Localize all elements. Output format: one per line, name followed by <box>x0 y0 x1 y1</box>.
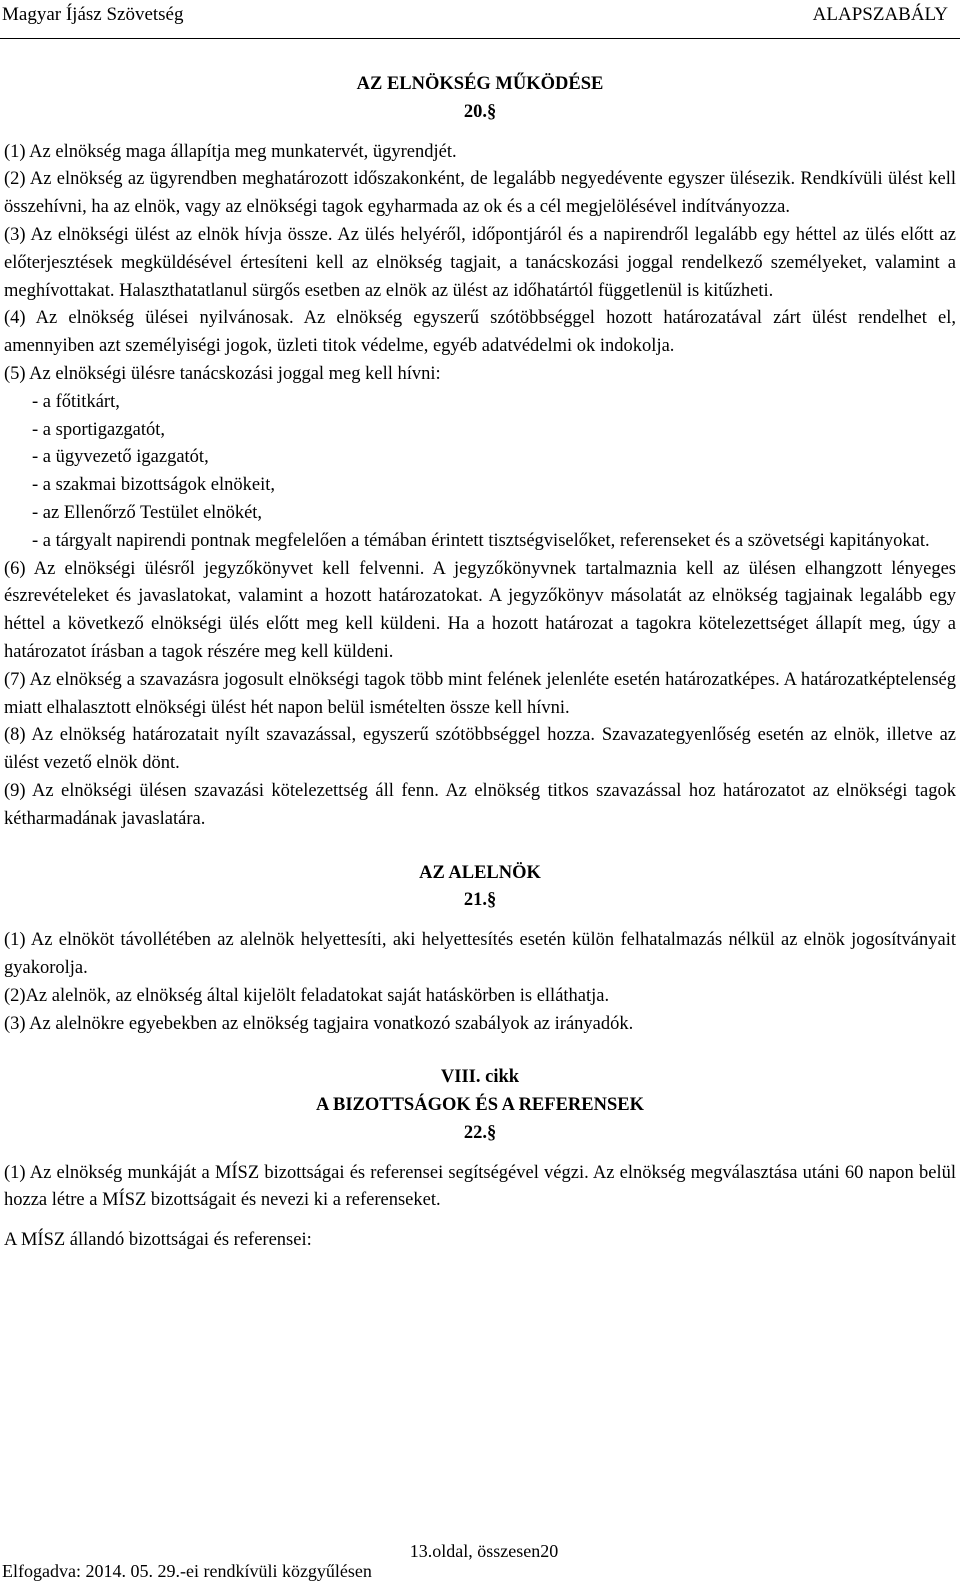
list-item: - a ügyvezető igazgatót, <box>32 447 209 468</box>
list-item: - a tárgyalt napirendi pontnak megfelelően a témában érintett tisztségviselőket, referenseket és a szövetségi kapitányokat. <box>32 530 930 551</box>
paragraph: (1) Az elnököt távollétében az alelnök helyettesíti, aki helyettesítés esetén külön felhatalmazás nélkül az elnök jogosítványait gyakorolja. <box>4 930 956 978</box>
header-rule <box>0 38 960 39</box>
paragraph: (8) Az elnökség határozatait nyílt szavazással, egyszerű szótöbbséggel hozza. Szavazategyenlőség esetén az elnök, illetve az ülést vezető elnök dönt. <box>4 725 956 774</box>
section-21-number: 21.§ <box>463 890 497 911</box>
document-title: ALAPSZABÁLY <box>812 4 948 25</box>
chapter-label: VIII. cikk <box>440 1067 520 1088</box>
paragraph: (6) Az elnökségi ülésről jegyzőkönyvet kell felvenni. A jegyzőkönyvnek tartalmaznia kell az ülésen elhangzott lényeges észrevételeket és javaslatokat, valamint a hozott határozatokat. A jegyzőkönyv másolatát az elnökség tagjainak legalább egy héttel a következő elnökségi ülés előtt meg kell küldeni. Ha a hozott határozat a tagokra kötelezettséget állapít meg, úgy a határozatot írásban a tagok részére meg kell küldeni. <box>4 558 956 662</box>
invitee-list <box>4 389 956 556</box>
paragraph: (9) Az elnökségi ülésen szavazási kötelezettség áll fenn. Az elnökség titkos szavazással hoz határozatot az elnökségi tagok kétharmadának javaslatára. <box>4 780 956 829</box>
paragraph: (3) Az elnökségi ülést az elnök hívja össze. Az ülés helyéről, időpontjáról és a napirendről legalább egy héttel az ülés előtt az előterjesztések megküldésével értesíteni kell az elnökség tagjait, a tanácskozási joggal rendelkező személyeket, valamint a meghívottakat. Halaszthatatlanul sürgős esetben az elnök az ülést az időhatártól függetlenül is kitűzheti. <box>4 224 956 301</box>
chapter-title: A BIZOTTSÁGOK ÉS A REFERENSEK <box>316 1095 644 1116</box>
list-item: - a főtitkárt, <box>32 391 120 412</box>
section-22-number: 22.§ <box>463 1122 497 1143</box>
organization-name: Magyar Íjász Szövetség <box>2 4 184 25</box>
section-20-title: AZ ELNÖKSÉG MŰKÖDÉSE <box>356 74 604 94</box>
adoption-note: Elfogadva: 2014. 05. 29.-ei rendkívüli közgyűlésen <box>2 1561 372 1581</box>
page-number: 13.oldal, összesen20 <box>409 1541 559 1561</box>
document-body <box>4 71 956 1255</box>
paragraph: (4) Az elnökség ülései nyilvánosak. Az elnökség egyszerű szótöbbséggel hozott határozatával zárt ülést rendelhet el, amennyiben azt személyiségi jogok, üzleti titok védelme, egyéb adatvédelmi ok indokolja. <box>4 308 956 357</box>
list-item: - a szakmai bizottságok elnökeit, <box>32 475 275 496</box>
paragraph: (2)Az alelnök, az elnökség által kijelölt feladatokat saját hatáskörben is elláthatja. <box>4 985 610 1006</box>
paragraph: (1) Az elnökség maga állapítja meg munkatervét, ügyrendjét. <box>4 141 457 162</box>
paragraph: (7) Az elnökség a szavazásra jogosult elnökségi tagok több mint felének jelenléte esetén határozatképes. A határozatképtelenség miatt elhalasztott elnökségi ülést hét napon belül ismételten össze kell hívni. <box>4 669 956 718</box>
paragraph: (2) Az elnökség az ügyrendben meghatározott időszakonként, de legalább negyedévente egyszer ülésezik. Rendkívüli ülést kell összehívni, ha az elnök, vagy az elnökségi tagok egyharmada az ok és a cél megjelölésével indítványozza. <box>4 169 956 218</box>
section-20-number: 20.§ <box>463 101 497 122</box>
paragraph: (3) Az alelnökre egyebekben az elnökség tagjaira vonatkozó szabályok az irányadók. <box>4 1013 634 1034</box>
list-item: - az Ellenőrző Testület elnökét, <box>32 502 263 523</box>
page-header <box>0 4 960 30</box>
paragraph: (1) Az elnökség munkáját a MÍSZ bizottságai és referensei segítségével végzi. Az elnökség megválasztása utáni 60 napon belül hozza létre a MÍSZ bizottságait és nevezi ki a referenseket. <box>4 1162 956 1211</box>
paragraph: A MÍSZ állandó bizottságai és referensei: <box>4 1230 312 1251</box>
list-item: - a sportigazgatót, <box>32 419 166 440</box>
page-footer <box>0 1540 960 1581</box>
section-21-title: AZ ALELNÖK <box>419 862 541 883</box>
paragraph: (5) Az elnökségi ülésre tanácskozási joggal meg kell hívni: <box>4 363 441 384</box>
